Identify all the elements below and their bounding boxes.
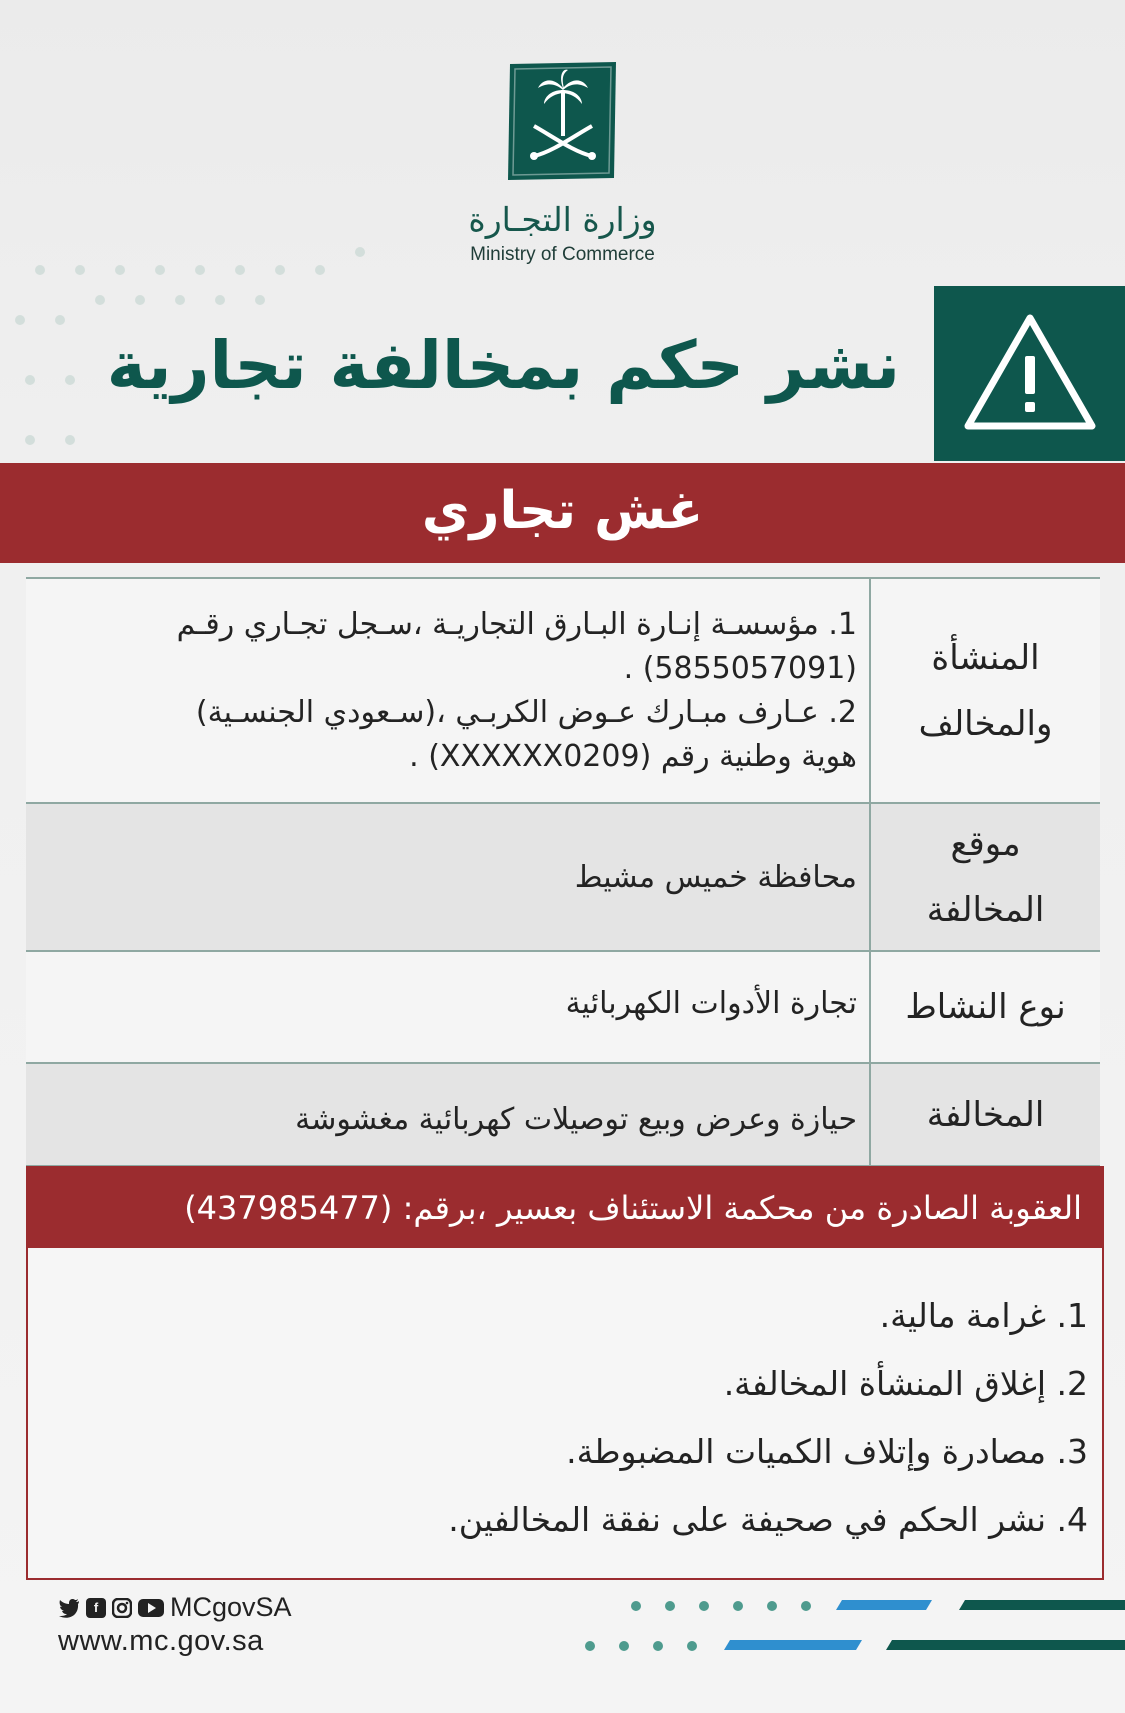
website-link[interactable]: www.mc.gov.sa [58, 1625, 264, 1657]
row-label-line: موقع [950, 824, 1021, 864]
table-row [26, 1064, 1100, 1167]
warning-triangle-icon [962, 310, 1098, 434]
row-value [26, 952, 869, 1062]
ministry-name-arabic: وزارة التجـارة [468, 200, 657, 239]
saudi-emblem-icon [504, 60, 622, 182]
footer-contact [58, 1592, 292, 1658]
list-item: 3. مصادرة وإتلاف الكميات المضبوطة. [566, 1432, 1088, 1471]
ministry-name-english: Ministry of Commerce [470, 244, 655, 265]
value-line: 1. مؤسسـة إنـارة البـارق التجاريـة ،سـجل تجـاري رقـم [176, 606, 857, 642]
warning-box [934, 286, 1125, 461]
table-row [26, 804, 1100, 952]
table-row [26, 579, 1100, 804]
social-links [58, 1592, 292, 1623]
ministry-logo [0, 60, 1125, 266]
penalty-section [26, 1166, 1104, 1580]
violation-details-table [26, 577, 1100, 1167]
value-text: حيازة وعرض وبيع توصيلات كهربائية مغشوشة [295, 1102, 857, 1137]
row-value [26, 1064, 869, 1165]
row-value [26, 804, 869, 950]
list-item: 4. نشر الحكم في صحيفة على نفقة المخالفين. [448, 1500, 1088, 1539]
penalty-heading: العقوبة الصادرة من محكمة الاستئناف بعسير ،برقم: (437985477) [28, 1168, 1102, 1248]
row-value [26, 579, 869, 802]
table-row [26, 952, 1100, 1064]
footer-decoration [580, 1596, 1125, 1666]
violation-type-band: غش تجاري [0, 463, 1125, 563]
row-label: نوع النشاط [869, 952, 1100, 1062]
row-label [869, 804, 1100, 950]
list-item: 1. غرامة مالية. [879, 1296, 1088, 1335]
value-line: هوية وطنية رقم (XXXXXX0209) . [409, 738, 857, 774]
value-text: تجارة الأدوات الكهربائية [565, 986, 857, 1021]
social-handle[interactable]: MCgovSA [170, 1592, 292, 1622]
instagram-icon[interactable] [112, 1598, 132, 1618]
youtube-icon[interactable] [138, 1598, 164, 1618]
row-label: المخالفة [869, 1064, 1100, 1165]
twitter-icon[interactable] [58, 1598, 80, 1618]
row-label [869, 579, 1100, 802]
row-label-line: المنشأة [931, 637, 1040, 678]
page-title: نشر حكم بمخالفة تجارية [106, 327, 900, 404]
penalty-list [28, 1248, 1102, 1578]
list-item: 2. إغلاق المنشأة المخالفة. [723, 1364, 1088, 1403]
value-text: محافظة خميس مشيط [574, 860, 857, 895]
row-label-line: والمخالف [918, 703, 1053, 744]
row-label-line: المخالفة [926, 890, 1045, 930]
facebook-icon[interactable]: f [86, 1598, 106, 1618]
value-line: 2. عـارف مبـارك عـوض الكربـي ،(سـعودي الجنسـية) [195, 694, 857, 730]
value-line: (5855057091) . [623, 650, 857, 686]
